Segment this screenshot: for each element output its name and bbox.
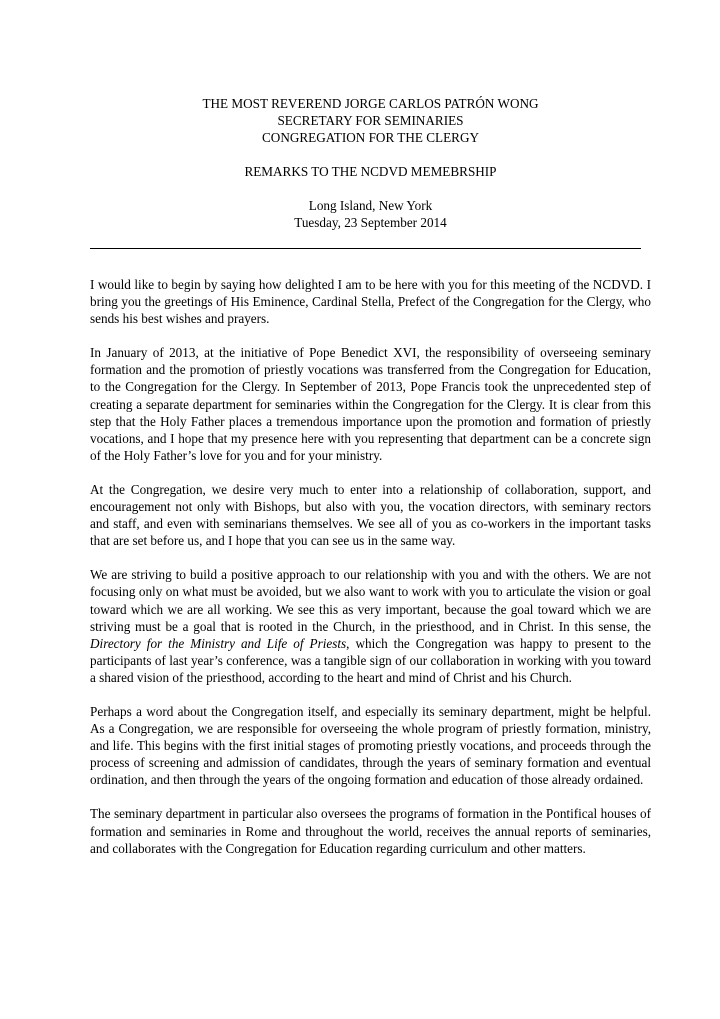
- speaker-title: SECRETARY FOR SEMINARIES: [277, 113, 464, 128]
- paragraph-6: The seminary department in particular also oversees the programs of formation in the Pontifical houses of formation and seminaries in Rome and throughout the world, receives the annual reports of seminaries, and collaborates with the Congregation for Education regarding curriculum and other matters.: [90, 806, 651, 856]
- paragraph-4: [90, 566, 651, 686]
- speaker-organization: CONGREGATION FOR THE CLERGY: [262, 130, 479, 145]
- event-date: Tuesday, 23 September 2014: [294, 215, 447, 230]
- document-header: [90, 95, 651, 231]
- paragraph-4-text-a: We are striving to build a positive approach to our relationship with you and with the others. We are not focusing only on what must be avoided, but we also want to work with you to articulate the vision or goal toward which we are all working. We see this as very important, because the goal toward which we are striving must be a goal that is rooted in the Church, in the priesthood, and in Christ. In this sense, the: [90, 567, 651, 634]
- document-title: REMARKS TO THE NCDVD MEMEBRSHIP: [244, 164, 497, 179]
- paragraph-4-text-b: , which the Congregation was happy to present to the participants of last year’s conference, was a tangible sign of our collaboration in working with you toward a shared vision of the priesthood, according to the heart and mind of Christ and his Church.: [90, 635, 652, 685]
- document-body: [90, 276, 651, 874]
- paragraph-1: I would like to begin by saying how delighted I am to be here with you for this meeting of the NCDVD. I bring you the greetings of His Eminence, Cardinal Stella, Prefect of the Congregation for the Clergy, who sends his best wishes and prayers.: [90, 277, 651, 327]
- speaker-name: THE MOST REVEREND JORGE CARLOS PATRÓN WONG: [202, 96, 539, 111]
- paragraph-3: At the Congregation, we desire very much to enter into a relationship of collaboration, support, and encouragement not only with Bishops, but also with you, the vocation directors, with seminary rectors and staff, and even with seminarians themselves. We see all of you as co-workers in the important tasks that are set before us, and I hope that you can see us in the same way.: [90, 481, 651, 549]
- paragraph-2: In January of 2013, at the initiative of Pope Benedict XVI, the responsibility of overseeing seminary formation and the promotion of priestly vocations was transferred from the Congregation for Education, to the Congregation for the Clergy. In September of 2013, Pope Francis took the unprecedented step of creating a separate department for seminaries within the Congregation for the Clergy. It is clear from this step that the Holy Father places a tremendous importance upon the promotion and formation of priestly vocations, and I hope that my presence here with you representing that department can be a concrete sign of the Holy Father’s love for you and for your ministry.: [90, 345, 651, 463]
- separator-rule: [90, 248, 641, 249]
- paragraph-5: Perhaps a word about the Congregation itself, and especially its seminary department, might be helpful. As a Congregation, we are responsible for overseeing the whole program of priestly formation, ministry, and life. This begins with the first initial stages of promoting priestly vocations, and proceeds through the process of screening and admission of candidates, through the years of seminary formation and eventual ordination, and then through the years of the ongoing formation and education of those already ordained.: [90, 703, 651, 788]
- event-location: Long Island, New York: [308, 198, 433, 213]
- directory-title: Directory for the Ministry and Life of Priests: [90, 635, 347, 651]
